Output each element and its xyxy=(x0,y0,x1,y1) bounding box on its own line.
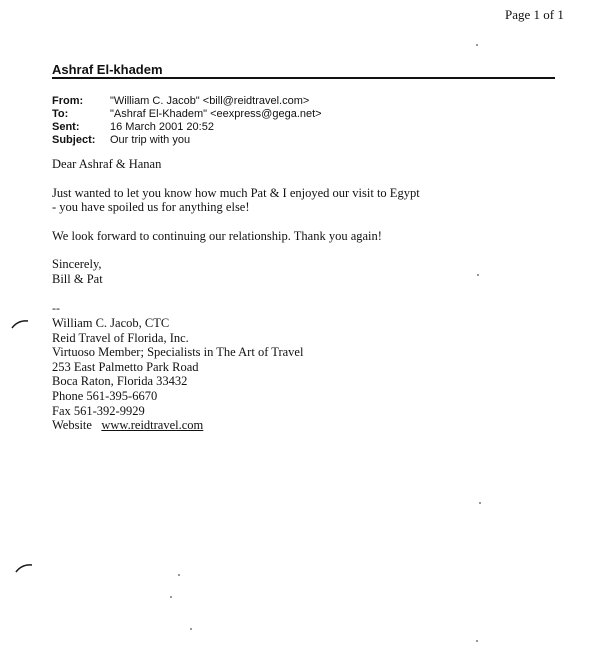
header-value: Our trip with you xyxy=(110,134,191,146)
signature-website xyxy=(52,418,303,433)
signoff: Bill & Pat xyxy=(52,271,103,286)
signature-company: Reid Travel of Florida, Inc. xyxy=(52,330,189,345)
header-subject xyxy=(52,134,322,147)
signature-city: Boca Raton, Florida 33432 xyxy=(52,374,188,389)
scan-speck xyxy=(170,596,172,598)
hole-punch-mark-icon xyxy=(14,562,34,574)
header-value: 16 March 2001 20:52 xyxy=(110,121,214,133)
website-link[interactable]: www.reidtravel.com xyxy=(101,418,204,433)
header-label: To: xyxy=(52,108,69,120)
header-from xyxy=(52,95,322,108)
scan-speck xyxy=(190,628,192,630)
hole-punch-mark-icon xyxy=(10,318,30,330)
paragraph-1-line-2: - you have spoiled us for anything else! xyxy=(52,200,250,214)
page-indicator: Page 1 of 1 xyxy=(505,7,564,22)
header-rule xyxy=(52,77,555,79)
scan-speck xyxy=(476,640,478,642)
header-label: From: xyxy=(52,95,84,107)
header-sent xyxy=(52,121,322,134)
website-label: Website xyxy=(52,418,92,433)
header-label: Sent: xyxy=(52,121,80,133)
signature-fax: Fax 561-392-9929 xyxy=(52,403,145,418)
header-label: Subject: xyxy=(52,134,96,146)
header-value: "Ashraf El-Khadem" <eexpress@gega.net> xyxy=(110,108,322,120)
sender-name: Ashraf El-khadem xyxy=(52,62,163,77)
scan-speck xyxy=(479,502,481,504)
paragraph-1-line-1: Just wanted to let you know how much Pat & I enjoyed our visit to Egypt xyxy=(52,185,420,200)
signature-separator: -- xyxy=(52,301,60,315)
scan-speck xyxy=(178,574,180,576)
signature-name: William C. Jacob, CTC xyxy=(52,316,170,330)
closing-block xyxy=(52,257,572,286)
signature-phone: Phone 561-395-6670 xyxy=(52,388,158,403)
email-body xyxy=(52,157,572,300)
email-headers xyxy=(52,95,322,147)
scan-speck xyxy=(476,44,478,46)
closing: Sincerely, xyxy=(52,257,102,271)
paragraph-1 xyxy=(52,186,572,215)
paragraph-2: We look forward to continuing our relationship. Thank you again! xyxy=(52,228,382,243)
greeting: Dear Ashraf & Hanan xyxy=(52,157,162,171)
header-value: "William C. Jacob" <bill@reidtravel.com> xyxy=(110,95,310,107)
header-to xyxy=(52,108,322,121)
scan-speck xyxy=(477,274,479,276)
signature-tagline: Virtuoso Member; Specialists in The Art of Travel xyxy=(52,345,304,360)
signature-street: 253 East Palmetto Park Road xyxy=(52,359,199,374)
signature-block xyxy=(52,316,303,433)
